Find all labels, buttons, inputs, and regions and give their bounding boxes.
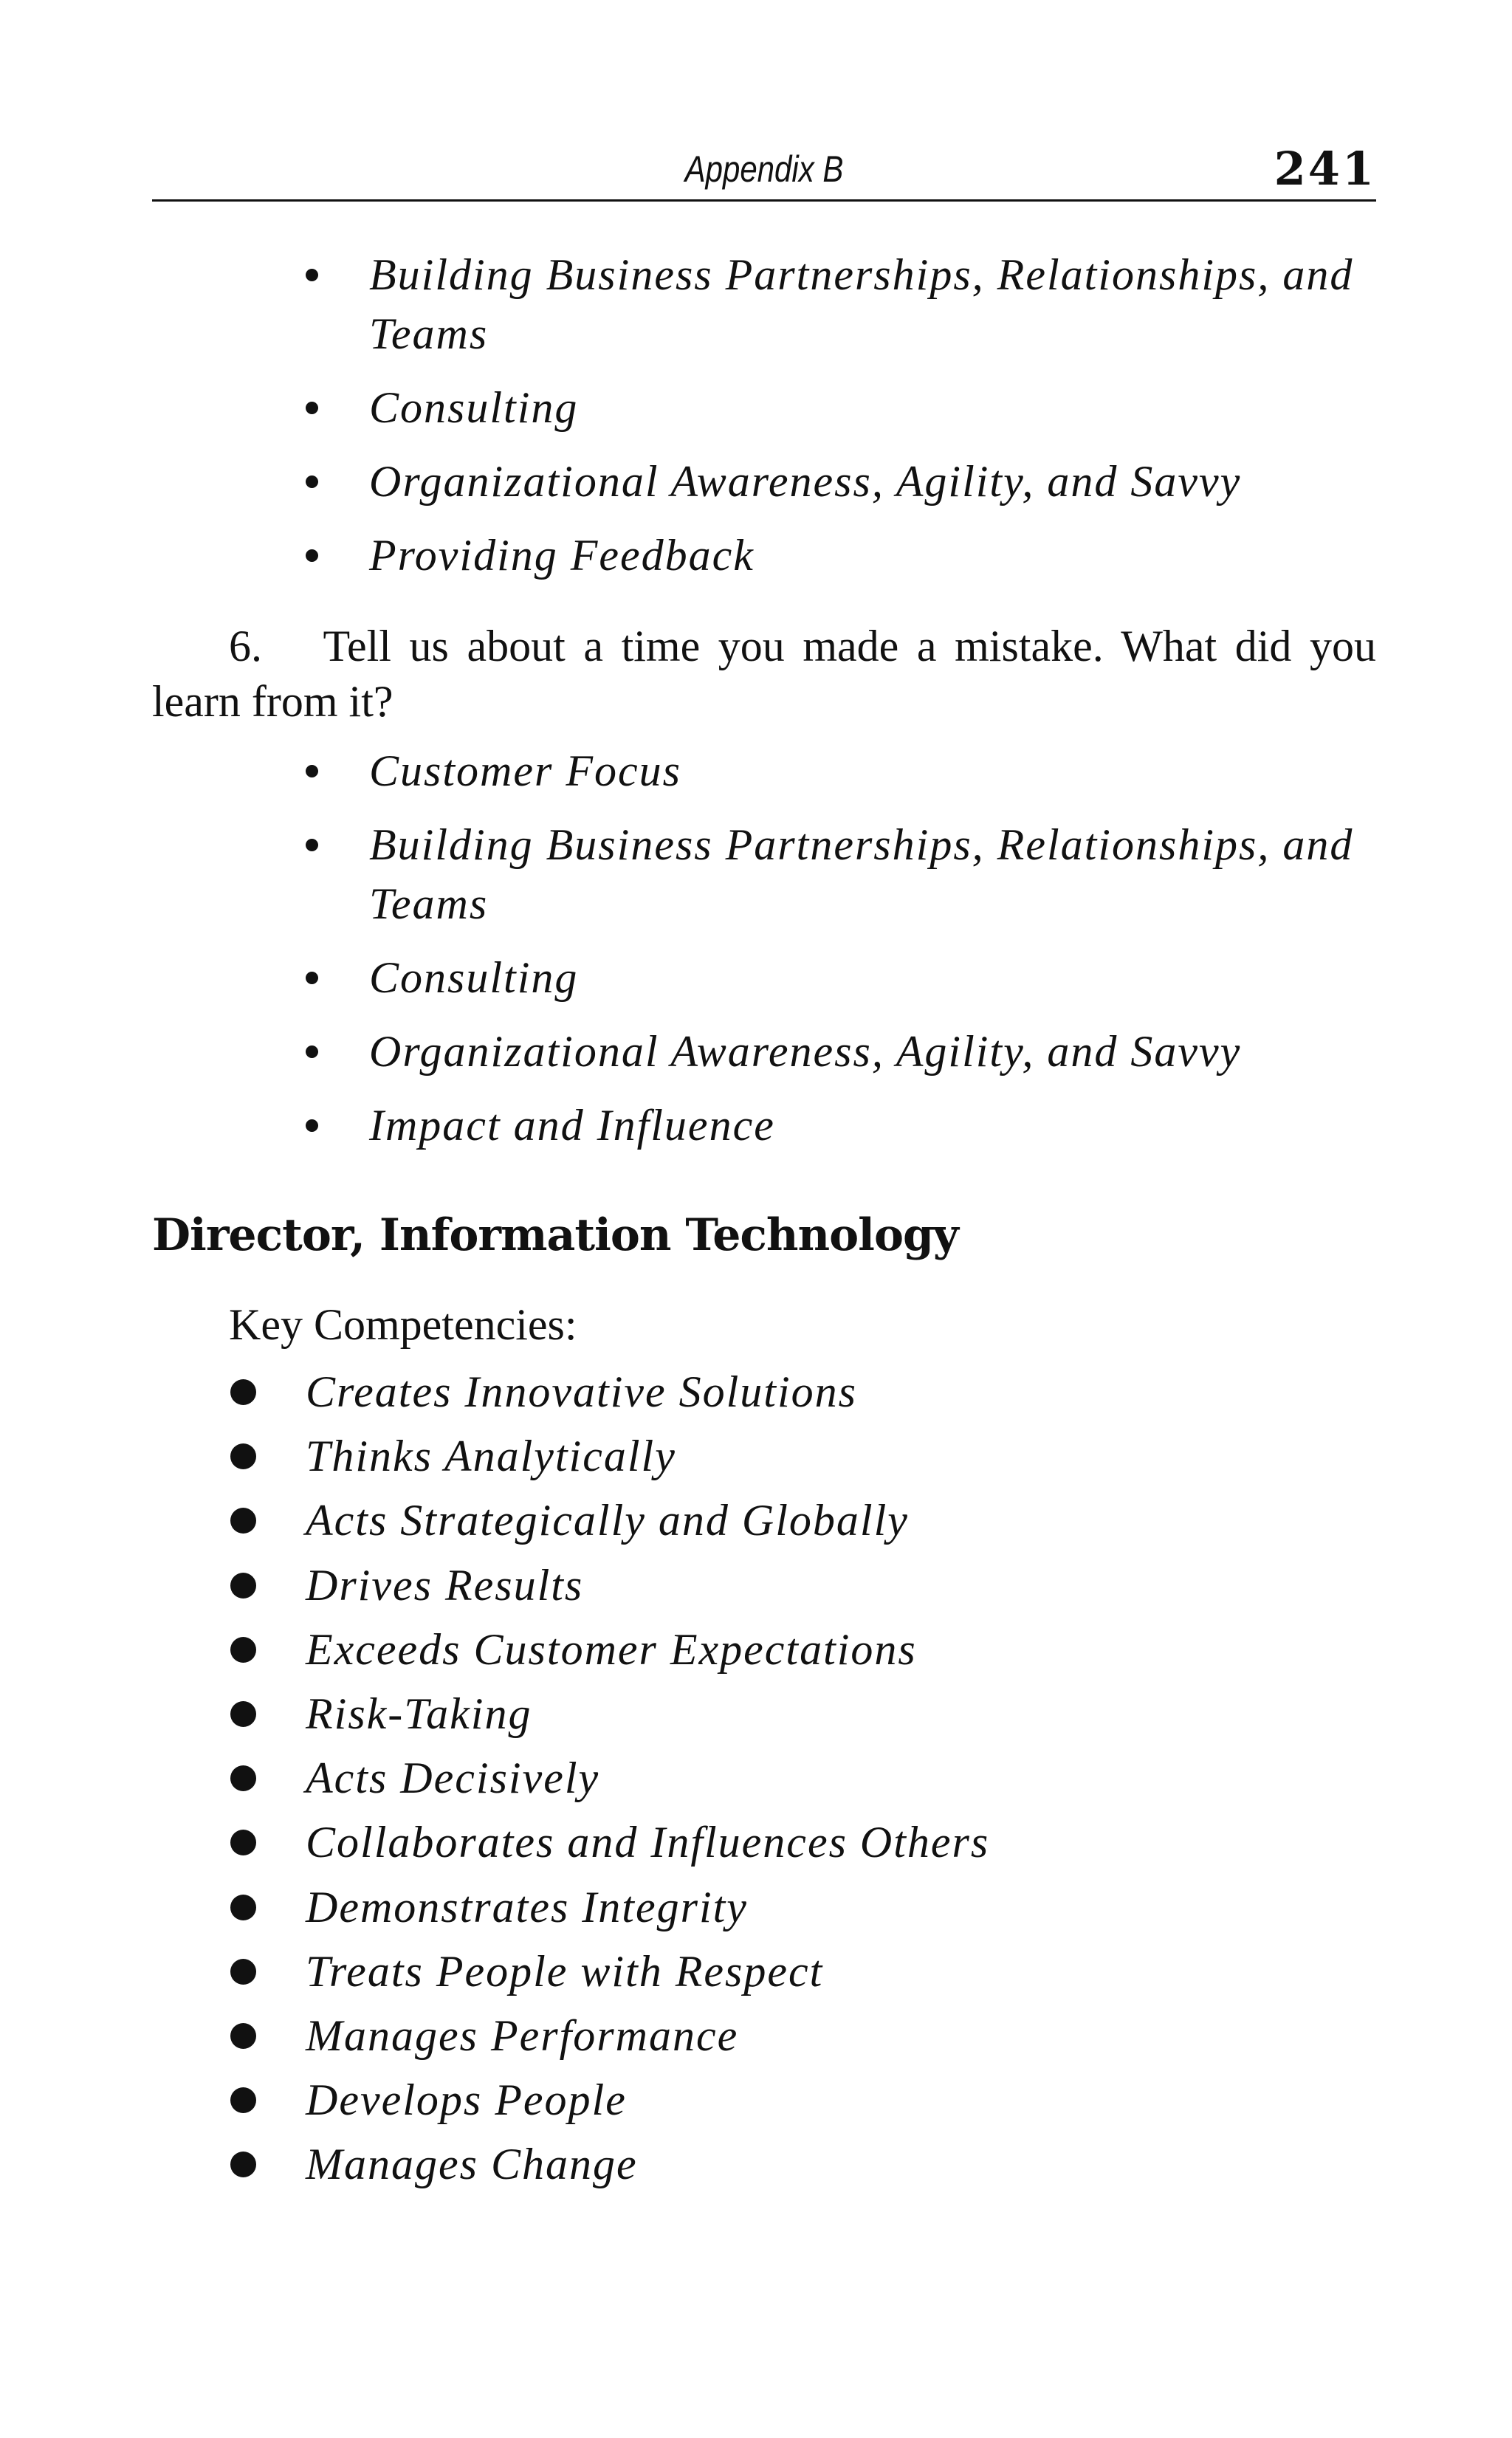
bullet-icon	[230, 2087, 256, 2113]
list-item	[229, 1810, 1336, 1875]
list-item-text: Acts Decisively	[306, 1754, 600, 1803]
list-item-text: Building Business Partnerships, Relationships, and Teams	[369, 820, 1354, 928]
bullet-icon	[306, 972, 318, 984]
bullet-icon	[306, 549, 318, 562]
bullet-icon	[306, 765, 318, 777]
list-item-text: Collaborates and Influences Others	[306, 1818, 990, 1867]
list-item-text: Consulting	[369, 383, 579, 432]
list-item-text: Acts Strategically and Globally	[306, 1496, 909, 1545]
list-item-text: Organizational Awareness, Agility, and Savvy	[369, 1027, 1242, 1076]
list-item-text: Exceeds Customer Expectations	[306, 1624, 917, 1674]
list-item	[229, 1746, 1336, 1810]
bullet-icon	[230, 2152, 256, 2177]
page-number: 241	[1274, 142, 1376, 196]
list-item	[229, 2132, 1336, 2197]
bullet-icon	[230, 1573, 256, 1599]
list-item	[303, 741, 1366, 800]
question-text: Tell us about a time you made a mistake. What did you learn from it?	[152, 622, 1377, 726]
list-item-text: Treats People with Respect	[306, 1946, 824, 1996]
list-item	[303, 245, 1366, 363]
list-item-text: Providing Feedback	[369, 531, 755, 580]
list-item	[229, 1940, 1336, 2004]
bullet-icon	[230, 1379, 256, 1405]
list-item	[303, 378, 1366, 437]
list-item	[303, 948, 1366, 1007]
list-item-text: Customer Focus	[369, 746, 681, 795]
bullet-icon	[230, 1443, 256, 1469]
competency-list-question	[303, 741, 1366, 1170]
bullet-icon	[306, 1119, 318, 1132]
list-item-text: Impact and Influence	[369, 1101, 775, 1150]
bullet-icon	[230, 1701, 256, 1727]
running-header	[152, 142, 1376, 202]
list-item-text: Manages Change	[306, 2140, 638, 2189]
list-item-text: Organizational Awareness, Agility, and Savvy	[369, 457, 1242, 506]
list-item	[229, 1875, 1336, 1940]
list-item-text: Drives Results	[306, 1560, 584, 1610]
list-item-text: Consulting	[369, 953, 579, 1002]
list-item-text: Thinks Analytically	[306, 1432, 676, 1481]
list-item	[229, 1553, 1336, 1618]
list-item-text: Develops People	[306, 2075, 627, 2125]
list-item-text: Manages Performance	[306, 2011, 739, 2060]
competency-list-top	[303, 245, 1366, 600]
list-item	[229, 1360, 1336, 1424]
section-heading: Director, Information Technology	[152, 1209, 958, 1261]
list-item	[303, 1022, 1366, 1081]
list-item	[229, 2068, 1336, 2132]
bullet-icon	[306, 402, 318, 414]
list-item	[229, 1424, 1336, 1488]
key-competencies-list	[229, 1360, 1336, 2197]
list-item-text: Demonstrates Integrity	[306, 1882, 748, 1931]
bullet-icon	[306, 1045, 318, 1058]
bullet-icon	[230, 1830, 256, 1855]
list-item-text: Building Business Partnerships, Relationships, and Teams	[369, 250, 1354, 358]
bullet-icon	[306, 475, 318, 488]
list-item	[229, 2004, 1336, 2068]
list-item	[303, 815, 1366, 933]
question-number: 6.	[229, 622, 262, 670]
list-item	[303, 526, 1366, 585]
bullet-icon	[230, 2023, 256, 2049]
interview-question	[152, 619, 1376, 729]
bullet-icon	[230, 1895, 256, 1920]
list-item	[229, 1618, 1336, 1682]
list-item	[229, 1682, 1336, 1746]
key-competencies-label: Key Competencies:	[229, 1300, 577, 1349]
bullet-icon	[230, 1508, 256, 1534]
list-item-text: Creates Innovative Solutions	[306, 1367, 857, 1416]
list-item	[229, 1488, 1336, 1553]
list-item	[303, 1096, 1366, 1155]
bullet-icon	[306, 269, 318, 281]
bullet-icon	[230, 1765, 256, 1791]
bullet-icon	[306, 839, 318, 851]
list-item-text: Risk-Taking	[306, 1689, 532, 1738]
bullet-icon	[230, 1637, 256, 1663]
list-item	[303, 452, 1366, 511]
chapter-title: Appendix B	[684, 148, 844, 190]
bullet-icon	[230, 1959, 256, 1985]
